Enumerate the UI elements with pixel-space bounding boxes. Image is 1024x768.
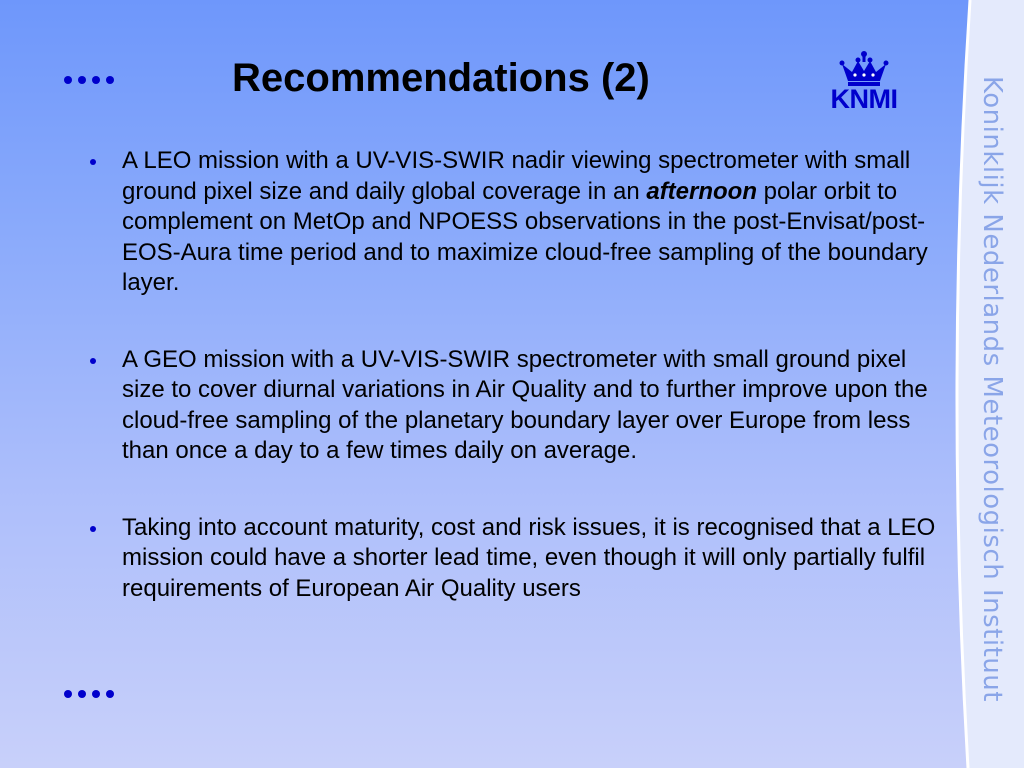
bullet-item bbox=[88, 146, 936, 299]
bullet-text: Taking into account maturity, cost and risk issues, it is recognised that a LEO mission could have a shorter lead time, even though it will only partially fulfil requirements of European Air Quality users bbox=[122, 513, 936, 602]
side-institute-name: Koninklijk Nederlands Meteorologisch Instituut bbox=[977, 76, 1007, 702]
crown-icon bbox=[824, 48, 904, 88]
slide-title: Recommendations (2) bbox=[232, 56, 650, 100]
bullet-item bbox=[88, 345, 936, 467]
bullet-item bbox=[88, 513, 936, 605]
bullet-icon bbox=[90, 526, 96, 532]
bullet-text: A GEO mission with a UV-VIS-SWIR spectrometer with small ground pixel size to cover diurnal variations in Air Quality and to further improve upon the cloud-free sampling of the planetary boundary layer over Europe from less than once a day to a few times daily on average. bbox=[122, 345, 928, 464]
logo-text: KNMI bbox=[830, 84, 898, 114]
bullet-icon bbox=[90, 358, 96, 364]
knmi-logo bbox=[824, 48, 904, 114]
dots-icon-bottom bbox=[62, 688, 122, 702]
bullet-icon bbox=[90, 159, 96, 165]
bullet-list bbox=[88, 146, 936, 604]
bullet-emphasis: afternoon bbox=[646, 177, 758, 205]
dots-icon-top bbox=[62, 74, 122, 88]
bullet-text-after: polar orbit to complement on MetOp and NPOESS observations in the post-Envisat/post-EOS-Aura time period and to maximize cloud-free sampling of the boundary layer. bbox=[122, 177, 928, 296]
bullet-text: A LEO mission with a UV-VIS-SWIR nadir viewing spectrometer with small ground pixel size and daily global coverage in an bbox=[122, 147, 911, 205]
